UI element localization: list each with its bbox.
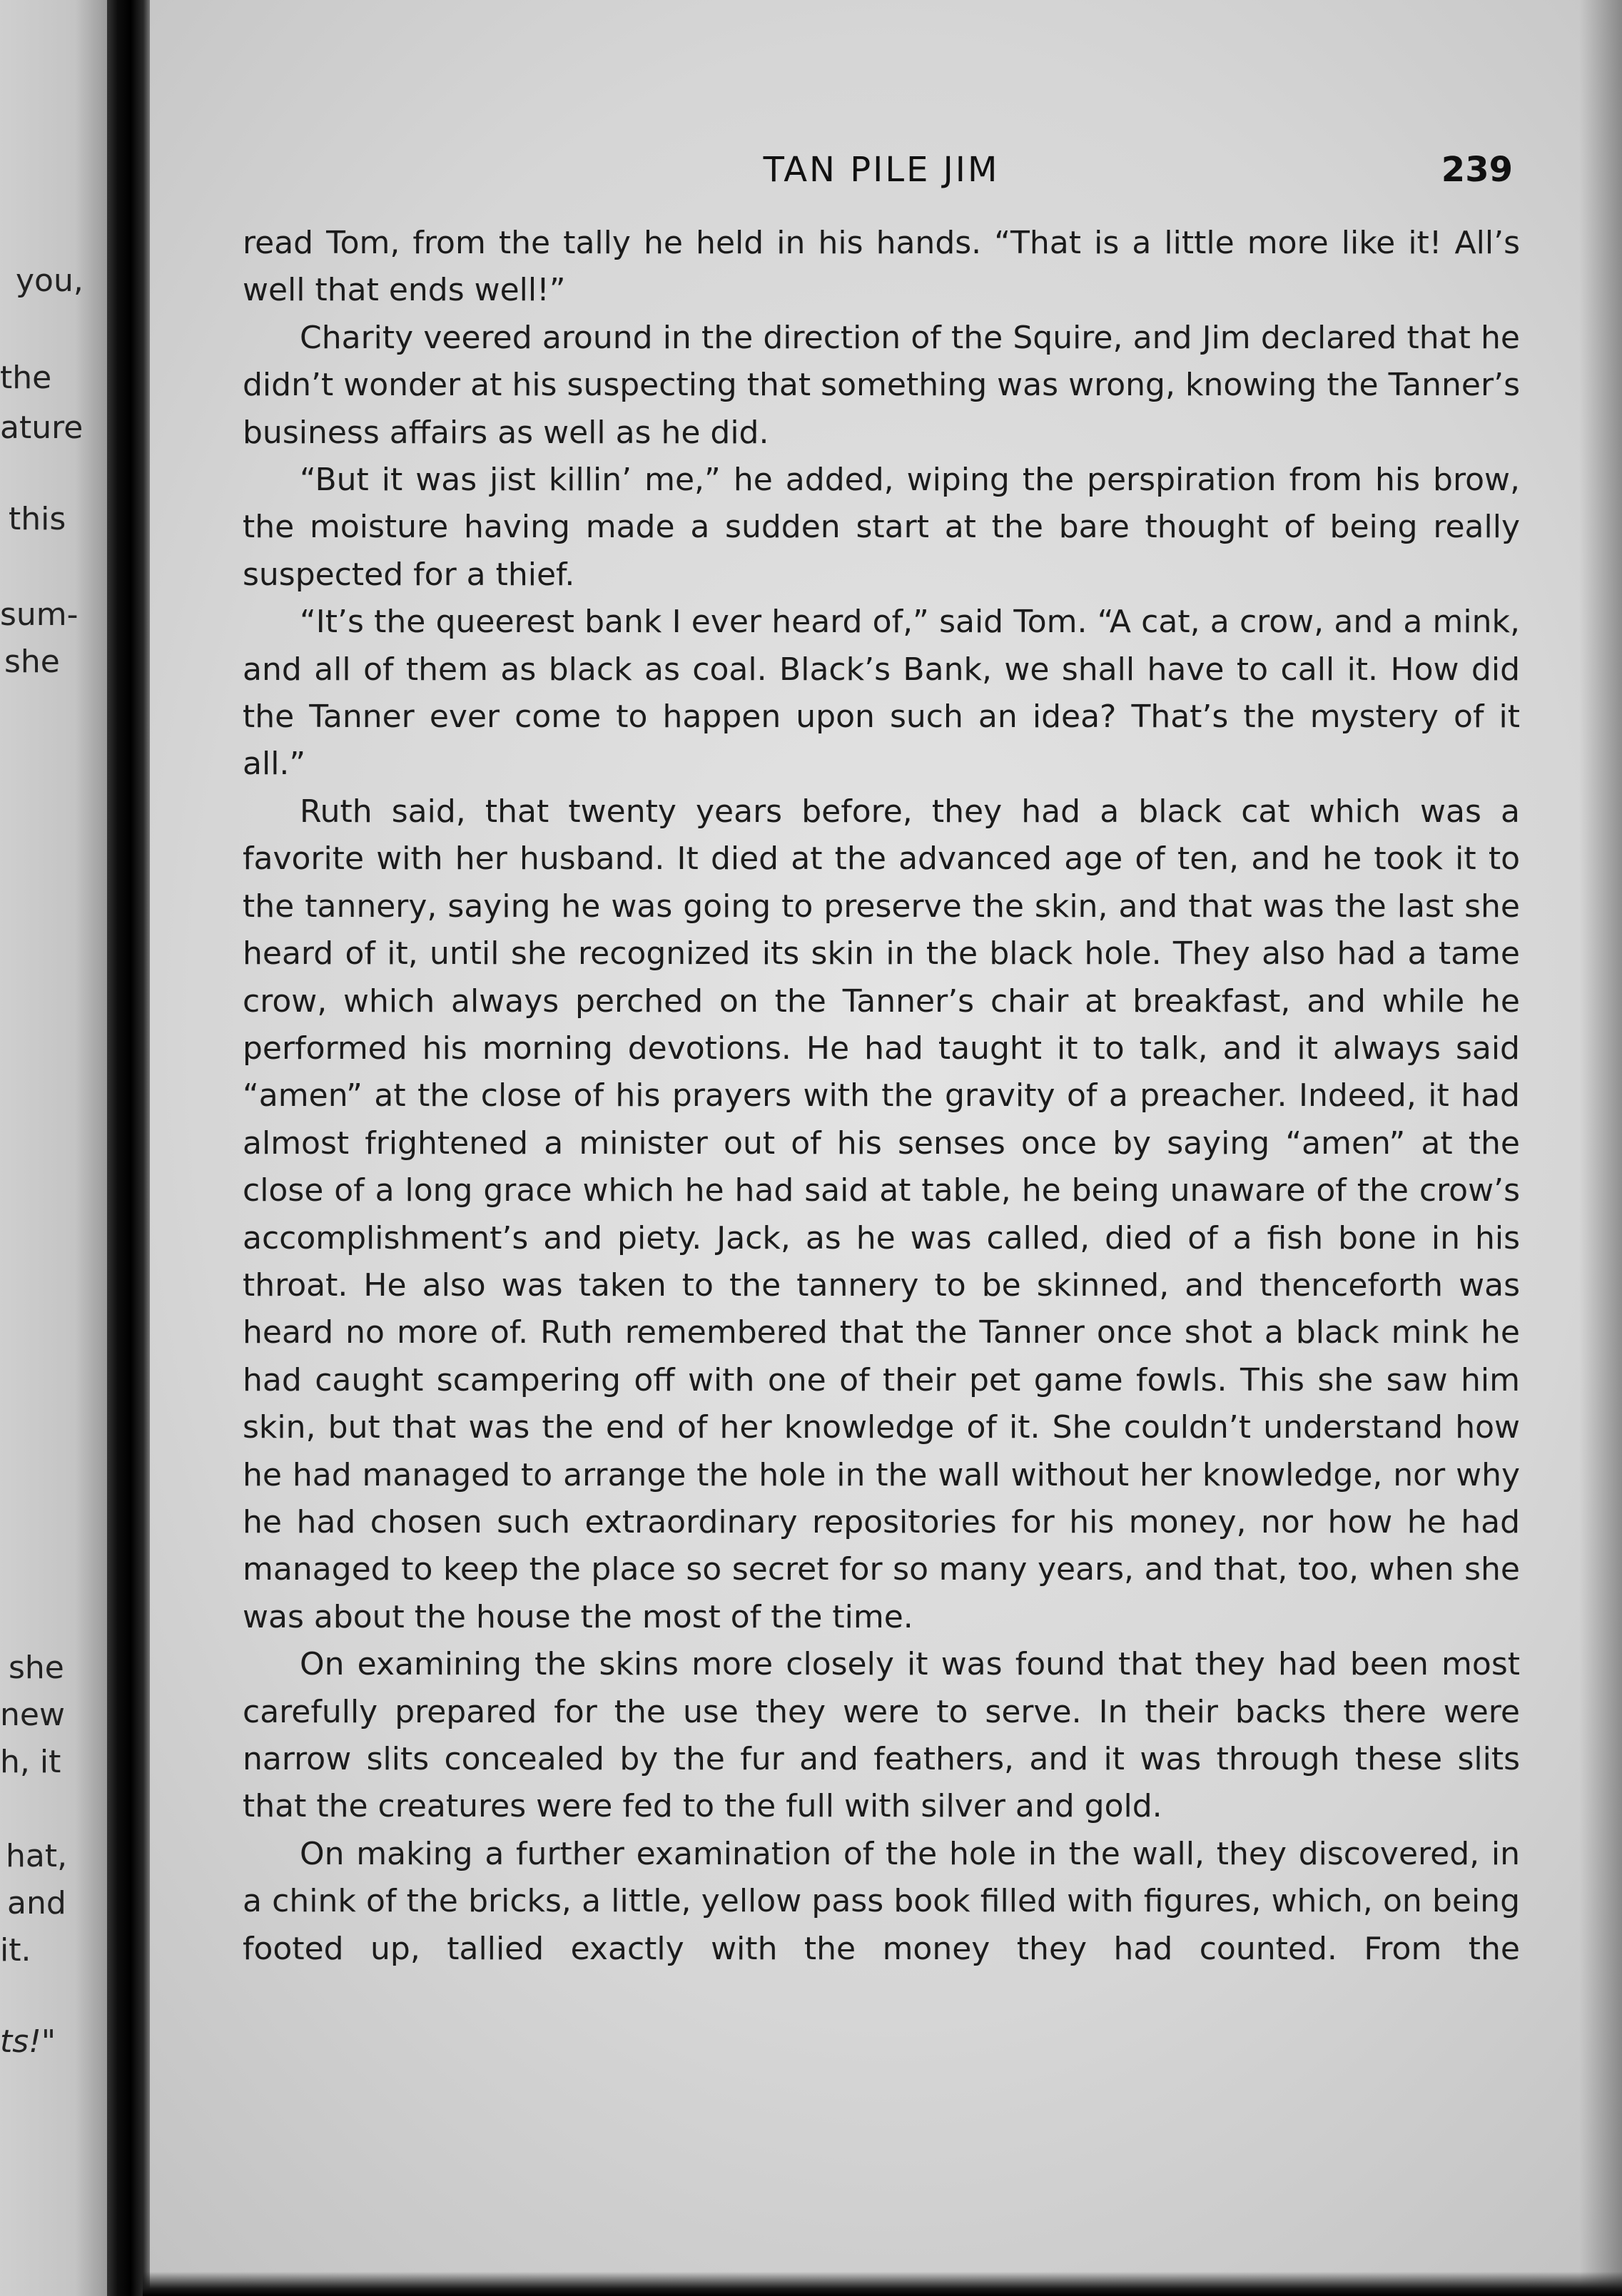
facing-page-fragment: this bbox=[9, 501, 66, 537]
page-number: 239 bbox=[1441, 150, 1513, 190]
facing-page-edge bbox=[0, 0, 107, 2296]
page-bottom-edge bbox=[143, 2272, 1622, 2296]
facing-page-fragment: she bbox=[9, 1650, 64, 1686]
facing-page-fragment: and bbox=[7, 1885, 66, 1921]
paragraph: read Tom, from the tally he held in his hands. “That is a little more like it! All’s well that ends well!” bbox=[243, 225, 1520, 309]
paragraph: On examining the skins more closely it was found that they had been most carefully prepared for the use they were to serve. In their backs there were narrow slits concealed by the fur and feathers, and it was through these slits that the creatures were fed to the full with silver and gold. bbox=[243, 1646, 1520, 1825]
facing-page-fragment: the bbox=[0, 360, 52, 396]
facing-page-fragment: hat, bbox=[6, 1838, 68, 1874]
facing-page-fragment: h, it bbox=[0, 1744, 61, 1780]
paragraph: Ruth said, that twenty years before, they had a black cat which was a favorite with her husband. It died at the advanced age of ten, and he took it to the tannery, saying he was going to preserve the skin, and that was the last she heard of it, until she recognized its skin in the black hole. They also had a tame crow, which always perched on the Tanner’s chair at breakfast, and while he performed his morning devotions. He had taught it to talk, and it always said “amen” at the close of his prayers with the gravity of a preacher. Indeed, it had almost frightened a minister out of his senses once by saying “amen” at the close of a long grace which he had said at table, he being unaware of the crow’s accomplishment’s and piety. Jack, as he was called, died of a fish bone in his throat. He also was taken to the tannery to be skinned, and thenceforth was heard no more of. Ruth remembered that the Tanner once shot a black mink he had caught scampering off with one of their pet game fowls. This she saw him skin, but that was the end of her knowledge of it. She couldn’t understand how he had managed to arrange the hole in the wall without her knowledge, nor why he had chosen such extraordinary repositories for his money, nor how he had managed to keep the place so secret for so many years, and that, too, when she was about the house the most of the time. bbox=[243, 793, 1520, 1635]
page-edge-shadow bbox=[1579, 0, 1622, 2296]
book-gutter bbox=[107, 0, 150, 2296]
paragraph: “It’s the queerest bank I ever heard of,” said Tom. “A cat, a crow, and a mink, and all of them as black as coal. Black’s Bank, we shall have to call it. How did the Tanner ever come to happen upon such an idea? That’s the mystery of it all.” bbox=[243, 604, 1520, 783]
running-header bbox=[243, 150, 1520, 200]
facing-page-fragment: it. bbox=[0, 1932, 31, 1969]
facing-page-fragment: ts!" bbox=[0, 2023, 56, 2060]
facing-page-fragment: new bbox=[0, 1697, 65, 1733]
facing-page-fragment: you, bbox=[16, 263, 83, 299]
facing-page-fragment: she bbox=[4, 644, 60, 680]
facing-page-fragment: sum- bbox=[0, 596, 78, 633]
running-title: TAN PILE JIM bbox=[763, 150, 1000, 190]
book-page bbox=[243, 150, 1520, 1973]
paragraph: Charity veered around in the direction of the Squire, and Jim declared that he didn’t wonder at his suspecting that something was wrong, knowing the Tanner’s business affairs as well as he did. bbox=[243, 319, 1520, 451]
body-text bbox=[243, 220, 1520, 1973]
paragraph: “But it was jist killin’ me,” he added, wiping the perspiration from his brow, the moisture having made a sudden start at the bare thought of being really suspected for a thief. bbox=[243, 462, 1520, 593]
paragraph: On making a further examination of the hole in the wall, they discovered, in a chink of the bricks, a little, yellow pass book filled with figures, which, on being footed up, tallied exactly with the money they had counted. From the bbox=[243, 1835, 1520, 1967]
facing-page-fragment: ature bbox=[0, 410, 83, 446]
